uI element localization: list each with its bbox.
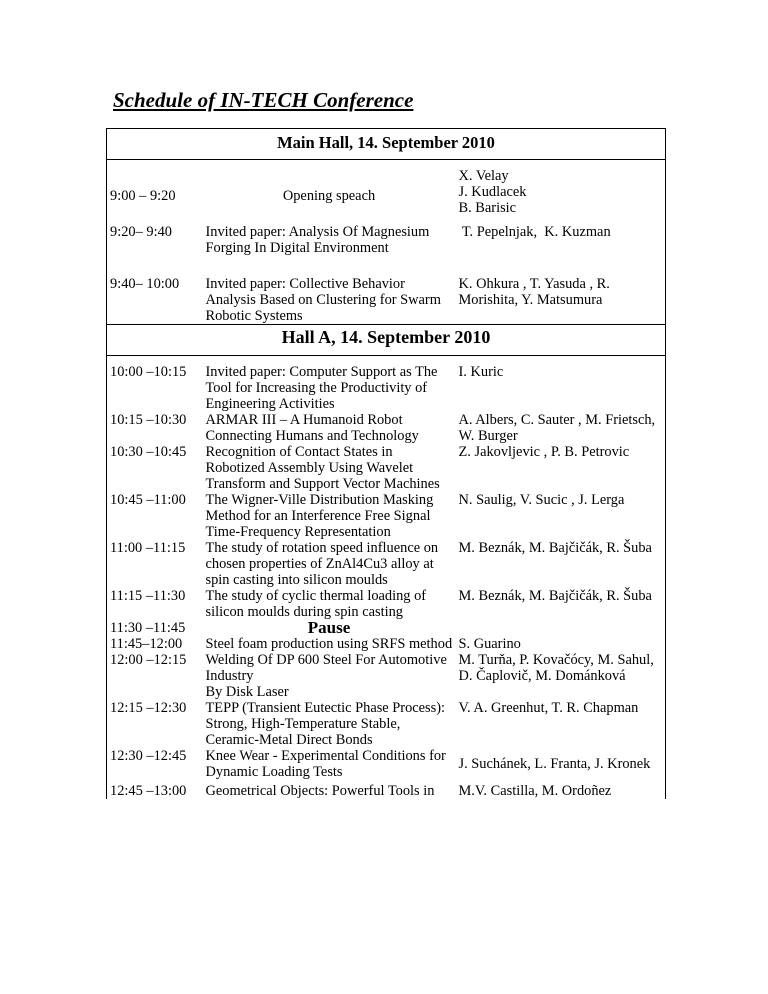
session-authors: Z. Jakovljevic , P. B. Petrovic	[456, 444, 666, 492]
session-time: 11:00 –11:15	[107, 540, 203, 588]
session-title: Knee Wear - Experimental Conditions for Dynamic Loading Tests	[205, 748, 446, 780]
session-title: Geometrical Objects: Powerful Tools in	[205, 783, 435, 799]
session-time: 9:00 – 9:20	[107, 168, 203, 224]
table-row	[107, 780, 666, 799]
session-time: 10:30 –10:45	[107, 444, 203, 492]
table-row	[107, 444, 666, 492]
session-title: Steel foam production using SRFS method	[205, 636, 453, 652]
session-authors: M. Beznák, M. Bajčičák, R. Šuba	[456, 540, 666, 588]
table-row	[107, 492, 666, 540]
session-title: Opening speach	[282, 188, 376, 204]
session-title: ARMAR III – A Humanoid Robot Connecting Humans and Technology	[205, 412, 419, 444]
session-time: 10:15 –10:30	[107, 412, 203, 444]
session-time: 9:20– 9:40	[107, 224, 203, 276]
session-authors: M.V. Castilla, M. Ordoñez	[456, 780, 666, 799]
session-title: Recognition of Contact States in Robotized Assembly Using Wavelet Transform and Support Vector Machines	[205, 444, 440, 492]
session-title: Invited paper: Analysis Of Magnesium Forging In Digital Environment	[205, 224, 430, 256]
session-time: 12:00 –12:15	[107, 652, 203, 700]
session-time: 10:45 –11:00	[107, 492, 203, 540]
session-title: The Wigner-Ville Distribution Masking Method for an Interference Free Signal Time-Frequency Representation	[205, 492, 434, 540]
session-authors: T. Pepelnjak, K. Kuzman	[456, 224, 666, 276]
table-row	[107, 652, 666, 700]
table-row	[107, 364, 666, 412]
table-row	[107, 700, 666, 748]
main-hall-header: Main Hall, 14. September 2010	[107, 129, 666, 160]
session-title: TEPP (Transient Eutectic Phase Process): Strong, High-Temperature Stable, Ceramic-Metal Direct Bonds	[205, 700, 446, 748]
table-row	[107, 276, 666, 325]
table-row	[107, 412, 666, 444]
session-title: Welding Of DP 600 Steel For Automotive Industry By Disk Laser	[205, 652, 447, 700]
session-time: 12:30 –12:45	[107, 748, 203, 780]
table-row	[107, 748, 666, 780]
table-row	[107, 168, 666, 224]
document-title: Schedule of IN-TECH Conference	[113, 88, 414, 112]
section-header-main-hall	[107, 129, 666, 160]
table-row	[107, 588, 666, 620]
session-authors: X. Velay J. Kudlacek B. Barisic	[456, 168, 666, 224]
session-authors: M. Beznák, M. Bajčičák, R. Šuba	[456, 588, 666, 620]
session-title: Invited paper: Computer Support as The Tool for Increasing the Productivity of Engineering Activities	[205, 364, 438, 412]
session-title: The study of rotation speed influence on chosen properties of ZnAl4Cu3 alloy at spin casting into silicon moulds	[205, 540, 439, 588]
session-time: 10:00 –10:15	[107, 364, 203, 412]
schedule-table	[106, 128, 666, 799]
session-authors: M. Turňa, P. Kovačócy, M. Sahul, D. Čaplovič, M. Dománková	[456, 652, 666, 700]
section-header-hall-a	[107, 325, 666, 356]
session-time: 11:15 –11:30	[107, 588, 203, 620]
session-authors: K. Ohkura , T. Yasuda , R. Morishita, Y. Matsumura	[456, 276, 666, 325]
session-authors: V. A. Greenhut, T. R. Chapman	[456, 700, 666, 748]
session-authors: S. Guarino	[456, 636, 666, 652]
table-row	[107, 224, 666, 276]
session-time: 9:40– 10:00	[107, 276, 203, 325]
session-time: 11:45–12:00	[107, 636, 203, 652]
session-time: 12:45 –13:00	[107, 780, 203, 799]
session-authors: J. Suchánek, L. Franta, J. Kronek	[456, 748, 666, 780]
session-authors: A. Albers, C. Sauter , M. Frietsch, W. Burger	[456, 412, 666, 444]
table-row	[107, 540, 666, 588]
pause-label: Pause	[307, 618, 351, 637]
session-time: 12:15 –12:30	[107, 700, 203, 748]
session-authors: I. Kuric	[456, 364, 666, 412]
session-title: Invited paper: Collective Behavior Analysis Based on Clustering for Swarm Robotic Systems	[205, 276, 441, 324]
session-title: The study of cyclic thermal loading of silicon moulds during spin casting	[205, 588, 427, 620]
session-time: 11:30 –11:45	[107, 620, 203, 636]
session-authors: N. Saulig, V. Sucic , J. Lerga	[456, 492, 666, 540]
table-row	[107, 636, 666, 652]
hall-a-header: Hall A, 14. September 2010	[107, 325, 666, 356]
table-row-pause	[107, 620, 666, 636]
